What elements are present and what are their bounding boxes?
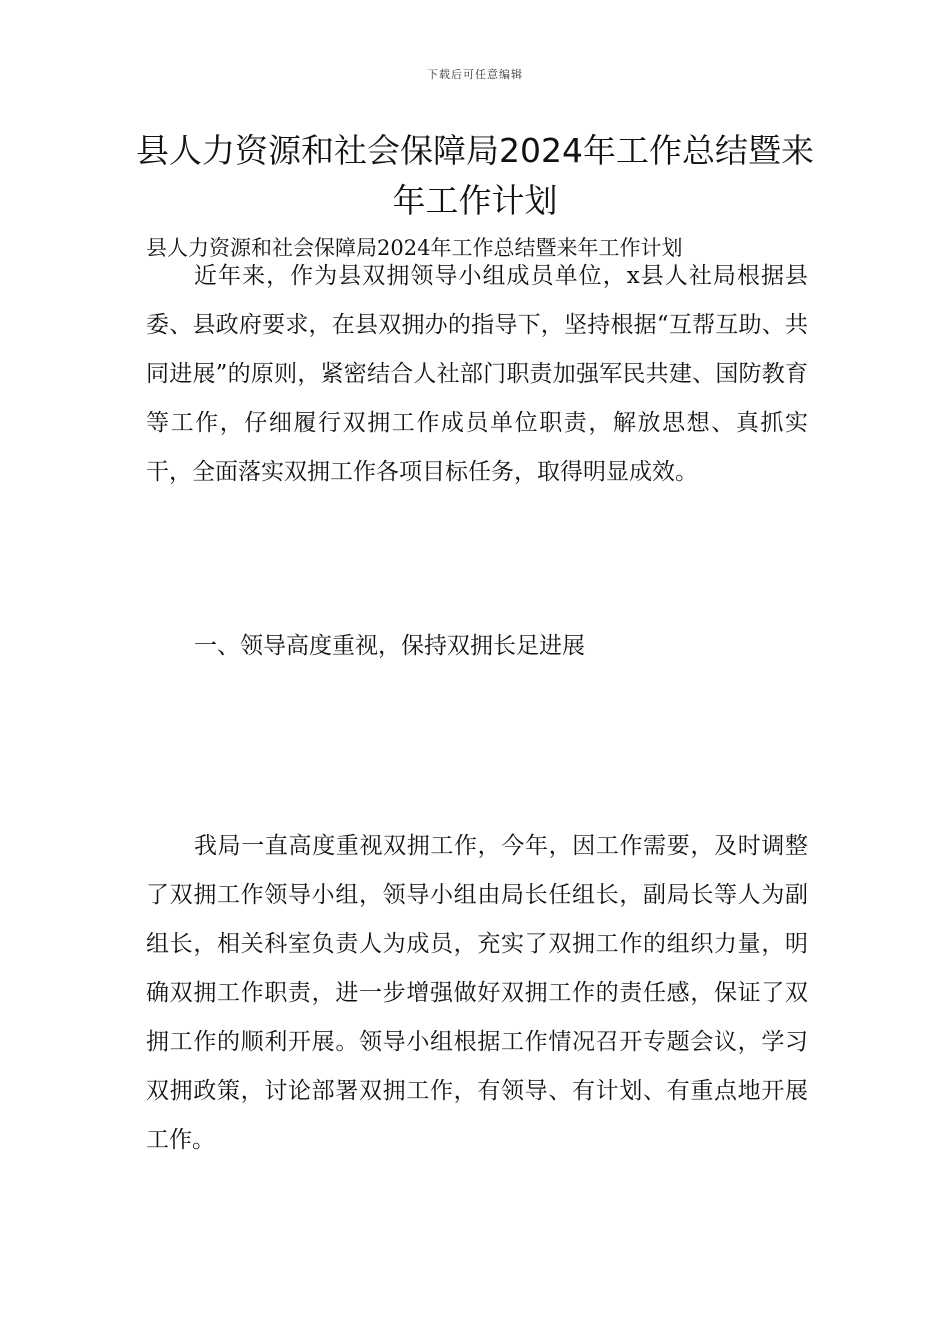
paragraph-section-1: 我局一直高度重视双拥工作，今年，因工作需要，及时调整了双拥工作领导小组，领导小组由局长任组长，副局长等人为副组长，相关科室负责人为成员，充实了双拥工作的组织力量，明确双拥工作职责，进一步增强做好双拥工作的责任感，保证了双拥工作的顺利开展。领导小组根据工作情况召开专题会议，学习双拥政策，讨论部署双拥工作，有领导、有计划、有重点地开展工作。 xyxy=(146,833,808,1153)
header-note: 下载后可任意编辑 xyxy=(427,68,523,81)
section-heading-1: 一、领导高度重视，保持双拥长足进展 xyxy=(194,633,585,659)
document-title: 县人力资源和社会保障局2024年工作总结暨来年工作计划 xyxy=(136,131,814,220)
document-subtitle: 县人力资源和社会保障局2024年工作总结暨来年工作计划 xyxy=(146,236,683,260)
paragraph-intro: 近年来，作为县双拥领导小组成员单位，x县人社局根据县委、县政府要求，在县双拥办的指导下，坚持根据“互帮互助、共同进展”的原则，紧密结合人社部门职责加强军民共建、国防教育等工作，仔细履行双拥工作成员单位职责，解放思想、真抓实干，全面落实双拥工作各项目标任务，取得明显成效。 xyxy=(146,263,808,485)
